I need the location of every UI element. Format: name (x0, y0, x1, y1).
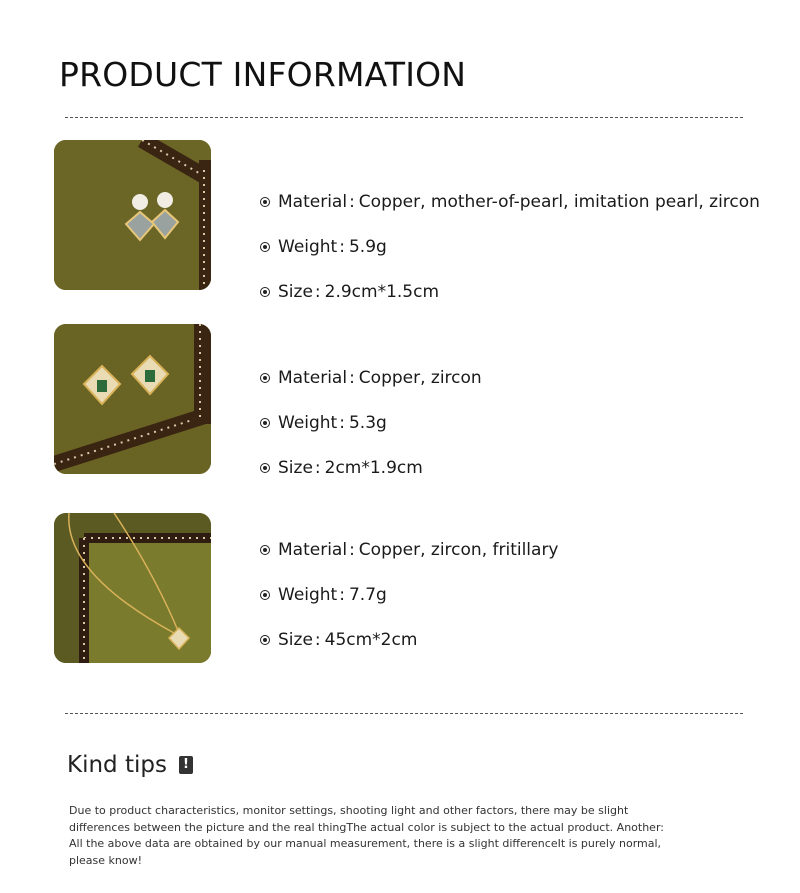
tips-text: Due to product characteristics, monitor settings, shooting light and other factors, there may be slight differences between the picture and the real thingThe actual color is subject to the actual product. Another: All the above data are obtained by our manual measurement, there is a slight differenceIt is purely normal, please know! (69, 804, 664, 867)
spec-label: Size (278, 282, 313, 302)
bullet-icon (260, 287, 270, 297)
spec-size (260, 280, 439, 304)
spec-separator: : (349, 540, 355, 560)
spec-value: Copper, mother-of-pearl, imitation pearl, zircon (358, 192, 760, 212)
tips-title: Kind tips (67, 752, 167, 778)
spec-value: 2cm*1.9cm (324, 458, 423, 478)
spec-label: Weight (278, 585, 338, 605)
spec-label: Material (278, 192, 348, 212)
product-image-earrings-pearl (54, 140, 211, 290)
spec-value: Copper, zircon (358, 368, 482, 388)
spec-material (260, 538, 559, 562)
spec-material (260, 190, 760, 214)
bullet-icon (260, 418, 270, 428)
spec-weight (260, 235, 387, 259)
spec-value: 7.7g (348, 585, 387, 605)
bottom-dashed-divider (65, 713, 743, 714)
bullet-icon (260, 197, 270, 207)
bullet-icon (260, 242, 270, 252)
bullet-icon (260, 463, 270, 473)
spec-separator: : (314, 458, 321, 478)
bullet-icon (260, 373, 270, 383)
spec-size (260, 628, 417, 652)
spec-value: 5.9g (348, 237, 387, 257)
spec-weight (260, 411, 387, 435)
product-row-2 (54, 324, 754, 478)
exclamation-icon: ! (179, 756, 193, 774)
spec-value: 2.9cm*1.5cm (324, 282, 440, 302)
spec-label: Weight (278, 413, 338, 433)
product-image-stud-earrings (54, 324, 211, 474)
product-row-1 (54, 140, 760, 302)
spec-separator: : (314, 630, 321, 650)
spec-value: Copper, zircon, fritillary (358, 540, 559, 560)
product-row-3 (54, 513, 754, 663)
spec-label: Size (278, 630, 313, 650)
bullet-icon (260, 545, 270, 555)
spec-size (260, 456, 423, 480)
spec-material (260, 366, 482, 390)
spec-separator: : (339, 585, 345, 605)
spec-label: Weight (278, 237, 338, 257)
tips-heading (67, 752, 193, 778)
spec-label: Material (278, 368, 348, 388)
spec-separator: : (349, 192, 355, 212)
spec-separator: : (339, 237, 345, 257)
spec-value: 5.3g (348, 413, 387, 433)
product-image-necklace (54, 513, 211, 663)
spec-weight (260, 583, 387, 607)
spec-separator: : (349, 368, 355, 388)
spec-label: Material (278, 540, 348, 560)
top-dashed-divider (65, 117, 743, 118)
spec-label: Size (278, 458, 313, 478)
bullet-icon (260, 635, 270, 645)
spec-value: 45cm*2cm (324, 630, 418, 650)
spec-separator: : (314, 282, 321, 302)
bullet-icon (260, 590, 270, 600)
spec-separator: : (339, 413, 345, 433)
page-title: PRODUCT INFORMATION (59, 55, 467, 94)
